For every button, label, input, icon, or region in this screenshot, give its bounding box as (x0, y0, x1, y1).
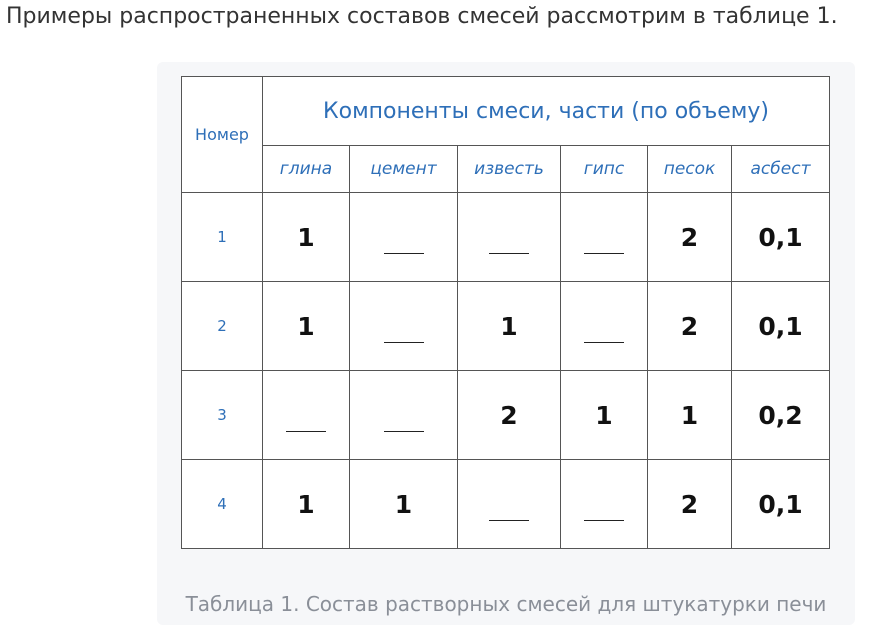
table-cell: 2 (648, 460, 732, 549)
table-cell-empty (458, 193, 561, 282)
dash-mark (489, 253, 529, 254)
table-cell: 1 (561, 371, 648, 460)
table-cell: 2 (458, 371, 561, 460)
table-cell-empty (458, 460, 561, 549)
table-cell-empty (561, 460, 648, 549)
component-header: известь (458, 146, 561, 193)
table-cell: 0,1 (732, 282, 830, 371)
dash-mark (384, 342, 424, 343)
table-cell: 1 (263, 460, 350, 549)
table-cell: 0,1 (732, 193, 830, 282)
table-cell-empty (350, 193, 458, 282)
component-header-row (182, 146, 830, 193)
table-cell: 2 (648, 282, 732, 371)
table-cell: 1 (263, 282, 350, 371)
number-column-header: Номер (182, 77, 263, 193)
table-row (182, 193, 830, 282)
table-cell-empty (350, 371, 458, 460)
table-caption: Таблица 1. Состав растворных смесей для штукатурки печи (185, 592, 827, 616)
component-header: глина (263, 146, 350, 193)
table-body (182, 193, 830, 549)
table-header-row (182, 77, 830, 146)
dash-mark (384, 253, 424, 254)
row-number: 2 (182, 282, 263, 371)
table-cell: 0,2 (732, 371, 830, 460)
component-header: асбест (732, 146, 830, 193)
intro-paragraph: Примеры распространенных составов смесей рассмотрим в таблице 1. (6, 4, 838, 29)
dash-mark (584, 342, 624, 343)
table-cell: 1 (263, 193, 350, 282)
table-cell: 0,1 (732, 460, 830, 549)
row-number: 4 (182, 460, 263, 549)
components-group-header: Компоненты смеси, части (по объему) (263, 77, 830, 146)
component-header: цемент (350, 146, 458, 193)
component-header: гипс (561, 146, 648, 193)
table-cell-empty (263, 371, 350, 460)
table-cell: 1 (648, 371, 732, 460)
table-cell: 1 (458, 282, 561, 371)
table-cell-empty (350, 282, 458, 371)
table-row (182, 282, 830, 371)
dash-mark (384, 431, 424, 432)
table-cell-empty (561, 282, 648, 371)
row-number: 3 (182, 371, 263, 460)
table-cell-empty (561, 193, 648, 282)
table-cell: 2 (648, 193, 732, 282)
table-row (182, 460, 830, 549)
table-cell: 1 (350, 460, 458, 549)
row-number: 1 (182, 193, 263, 282)
dash-mark (584, 253, 624, 254)
dash-mark (584, 520, 624, 521)
dash-mark (489, 520, 529, 521)
dash-mark (286, 431, 326, 432)
mix-composition-table (181, 76, 830, 549)
table-row (182, 371, 830, 460)
component-header: песок (648, 146, 732, 193)
